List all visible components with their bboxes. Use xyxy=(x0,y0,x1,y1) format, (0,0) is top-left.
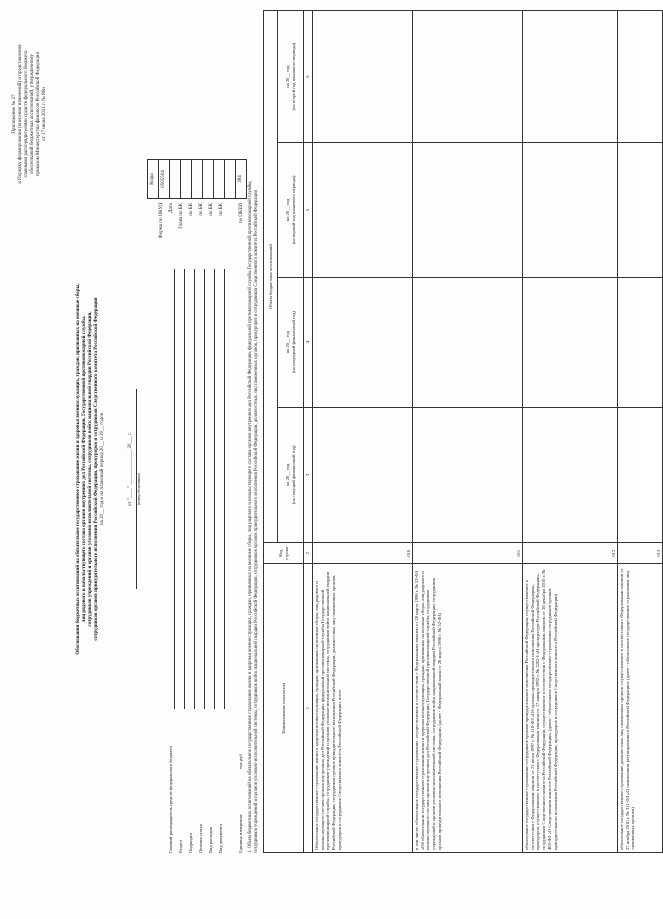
section-heading-line-2: сотрудников учреждений и органов уголовно-исполнительной системы, сотрудников войск национальной гвардии Российской Федерации, сотрудников органов принудительного исполнения Российской Федерации, должностных лиц таможенных органов, прокуроров и сотрудников Следственного комитета Российской Федерации xyxy=(253,190,259,853)
title-line-3: сотрудников учреждений и органов уголовно-исполнительной системы, сотрудников войск национальной гвардии Российской Федерации, xyxy=(88,311,93,627)
label-expense-type: Вид расходов xyxy=(208,827,213,853)
title-line-1: Обоснования бюджетных ассигнований на обязательное государственное страхование жизни и здоровья военнослужащих, граждан, призванных на военные сборы, xyxy=(76,283,81,655)
date-caption: (номер обоснования) xyxy=(137,472,141,506)
th-year-plan1: на 20__ год (на первый год планового периода) xyxy=(278,143,304,277)
appendix-line-4: приказом Министерства финансов Российской Федерации xyxy=(36,51,41,177)
title-line-4: сотрудников органов принудительного исполнения Российской Федерации, прокуроров и сотрудников Следственного комитета Российской Федерации xyxy=(94,297,99,641)
th-volume: Объем бюджетных ассигнований xyxy=(264,11,278,543)
label-okud: Форма по ОКУД xyxy=(159,203,164,239)
label-po-bk-2: по БК xyxy=(199,203,204,216)
label-glava: Глава по БК xyxy=(179,203,184,229)
codes-okud: 0505504 xyxy=(159,160,170,199)
appendix-line-2: главными распорядителями средств федерального бюджета xyxy=(24,50,29,178)
table-row: обязательное государственное страхование должностных лиц таможенных органов, осуществляемое в соответствии с Федеральным законом от 27 ноября 2010 г. № 311-ФЗ «О таможенном регулировании в Российской Федерации» (далее - обязательное государственное страхование лиц таможенных органов) 013 xyxy=(618,11,663,853)
label-podrazdel: Подраздел xyxy=(188,832,193,853)
appendix-line-5: от 17 июня 2021 г. № 86н xyxy=(42,87,47,141)
codes-table xyxy=(147,159,247,199)
label-razdel: Раздел xyxy=(178,840,183,853)
section-heading xyxy=(248,13,259,853)
label-unit-value: тыс.руб xyxy=(238,754,243,769)
appendix-number: Приложение № 27 xyxy=(12,94,17,134)
label-po-bk-4: по БК xyxy=(219,203,224,216)
label-okei: по ОКЕИ xyxy=(239,203,244,224)
th-year-current: на 20__ год (на текущий финансовый год) xyxy=(278,407,304,542)
date-line: от "____" ______________ 20___ г. xyxy=(128,432,133,506)
label-po-bk-3: по БК xyxy=(209,203,214,216)
th-name: Наименование показателя xyxy=(264,564,304,853)
label-unit: Единица измерения: xyxy=(238,813,243,853)
title-period: на 20__ год и на плановый период 20__ и 20__ годов xyxy=(100,412,105,526)
table-row: обязательное государственное страхование сотрудников органов принудительного исполнения Российской Федерации, осуществляемое в соответствии с Федеральным законом от 21 июля 1997 г. № 118-ФЗ «Об органах принудительного исполнения Российской Федерации», прокуроров, осуществляемое в соответствии с Федеральным законом от 17 января 1992 г. № 2202-I «О прокуратуре Российской Федерации», сотрудников Следственного комитета Российской Федерации, осуществляемое в соответствии с Федеральным законом от 28 декабря 2010 г. № 403-ФЗ «О Следственном комитете Российской Федерации» (далее - обязательное государственное страхование сотрудников органов принудительного исполнения Российской Федерации, прокуроров и сотрудников Следственного комитета Российской Федерации) 012 xyxy=(523,11,618,853)
main-table xyxy=(263,10,663,853)
label-grbs: Главный распорядитель средств федерального бюджета xyxy=(168,746,173,853)
table-row: Обязательное государственное страхование жизни и здоровья военнослужащих, граждан, призванных на военные сборы, лиц рядового и начальствующего состава органов внутренних дел Российской Федерации, федеральной противопожарной службы Государственной противопожарной службы, сотрудников учреждений и органов уголовно-исполнительной системы, сотрудников войск национальной гвардии Российской Федерации, сотрудников органов принудительного исполнения Российской Федерации, должностных лиц таможенных органов, прокуроров и сотрудников Следственного комитета Российской Федерации, всего 010 xyxy=(313,11,413,853)
table-row: в том числе: обязательное государственное страхование, осуществляемое в соответствии с Федеральным законом от 28 марта 1998 г. № 52-ФЗ «Об обязательном государственном страховании жизни и здоровья военнослужащих, граждан, призванных на военные сборы, лиц рядового и начальствующего состава органов внутренних дел Российской Федерации, Государственной противопожарной службы, сотрудников учреждений и органов уголовно-исполнительной системы, сотрудников войск национальной гвардии Российской Федерации, сотрудников органов принудительного исполнения Российской Федерации» (далее - Федеральный закон от 28 марта 1998 г. № 52-ФЗ) 011 xyxy=(413,11,523,853)
table-column-numbers: 1 2 3 4 5 6 xyxy=(304,11,313,853)
th-year-plan2: на 20__ год (на второй год планового периода) xyxy=(278,11,304,143)
codes-header: Коды xyxy=(148,160,159,199)
th-year-next: на 20__ год (на очередной финансовый год) xyxy=(278,277,304,407)
section-heading-line-1: 1. Объем бюджетных ассигнований на обязательное государственное страхование жизни и здоровья военнослужащих, граждан, призванных на военные сборы, лиц рядового и начальствующего состава органов внутренних дел Российской Федерации, федеральной противопожарной службы Государственной противопожарной службы, xyxy=(248,180,253,853)
label-document-type: Вид документа xyxy=(218,824,223,853)
label-po-bk-1: по БК xyxy=(189,203,194,216)
appendix-block xyxy=(12,9,48,219)
title-line-2: лиц рядового и начальствующего состава органов внутренних дел Российской Федерации, Государственной противопожарной службы, xyxy=(82,315,87,623)
form-title xyxy=(76,79,106,859)
codes-okei: 384 xyxy=(236,160,247,199)
label-target: Целевая статья xyxy=(198,824,203,853)
th-code: Код строки xyxy=(264,543,304,564)
appendix-line-3: обоснований бюджетных ассигнований, утвержденному xyxy=(30,54,35,174)
label-date: Дата xyxy=(169,203,174,213)
appendix-line-1: к Порядку формирования (внесения изменений) и представления xyxy=(18,44,23,184)
